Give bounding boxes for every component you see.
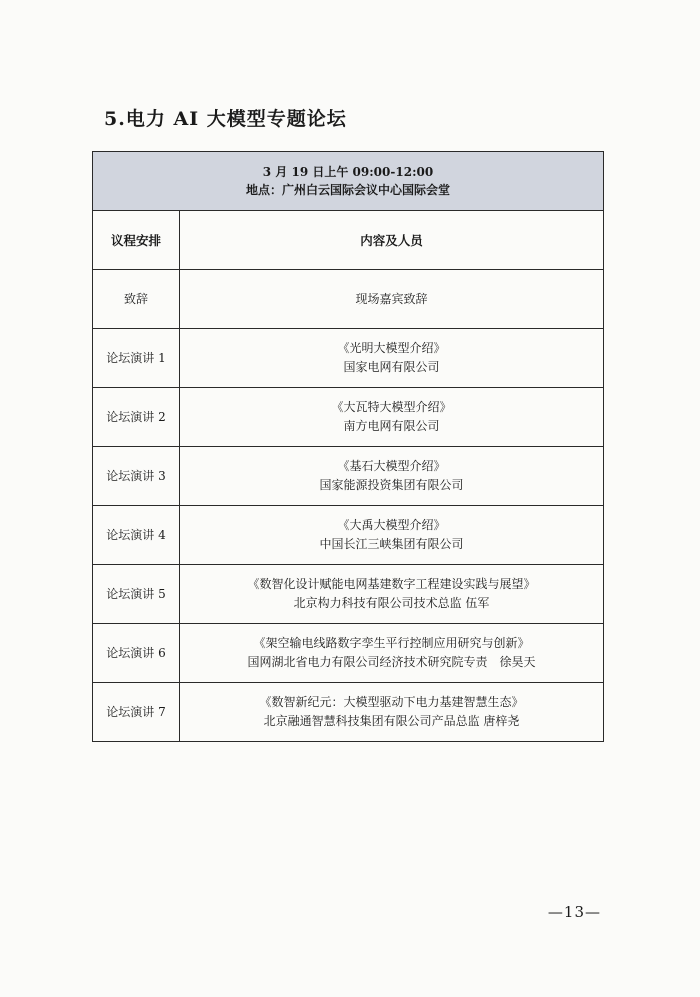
- table-row: [93, 270, 604, 329]
- agenda-item: 论坛演讲 1: [93, 329, 180, 388]
- agenda-content: [180, 683, 604, 742]
- column-header-agenda: 议程安排: [93, 211, 180, 270]
- content-title: 《大禹大模型介绍》: [337, 518, 446, 532]
- table-row: [93, 506, 604, 565]
- content-speaker: 国家能源投资集团有限公司: [319, 478, 464, 492]
- agenda-body: [93, 270, 604, 742]
- table-row: [93, 624, 604, 683]
- session-header-row: [93, 152, 604, 211]
- agenda-item: 致辞: [93, 270, 180, 329]
- content-title: 现场嘉宾致辞: [355, 291, 428, 306]
- content-speaker: 国网湖北省电力有限公司经济技术研究院专责 徐昊天: [247, 655, 536, 669]
- agenda-content: [180, 329, 604, 388]
- agenda-item: 论坛演讲 7: [93, 683, 180, 742]
- table-row: [93, 683, 604, 742]
- session-header: [93, 152, 604, 211]
- content-title: 《光明大模型介绍》: [337, 341, 446, 355]
- agenda-item: 论坛演讲 6: [93, 624, 180, 683]
- agenda-content: [180, 270, 604, 329]
- content-speaker: 国家电网有限公司: [343, 360, 440, 374]
- agenda-item: 论坛演讲 4: [93, 506, 180, 565]
- column-header-content: 内容及人员: [180, 211, 604, 270]
- page-number: —13—: [547, 903, 601, 921]
- agenda-item: 论坛演讲 5: [93, 565, 180, 624]
- agenda-content: [180, 506, 604, 565]
- agenda-content: [180, 565, 604, 624]
- content-speaker: 北京构力科技有限公司技术总监 伍军: [293, 596, 490, 610]
- session-location: 地点：广州白云国际会议中心国际会堂: [246, 183, 451, 197]
- content-title: 《大瓦特大模型介绍》: [331, 400, 452, 414]
- content-title: 《数智化设计赋能电网基建数字工程建设实践与展望》: [247, 577, 536, 591]
- agenda-item: 论坛演讲 3: [93, 447, 180, 506]
- agenda-content: [180, 624, 604, 683]
- content-title: 《架空输电线路数字孪生平行控制应用研究与创新》: [253, 636, 530, 650]
- content-title: 《数智新纪元：大模型驱动下电力基建智慧生态》: [259, 695, 524, 709]
- table-row: [93, 447, 604, 506]
- column-header-row: [93, 211, 604, 270]
- agenda-content: [180, 388, 604, 447]
- agenda-item: 论坛演讲 2: [93, 388, 180, 447]
- table-row: [93, 565, 604, 624]
- agenda-content: [180, 447, 604, 506]
- agenda-table: [92, 151, 604, 742]
- content-speaker: 中国长江三峡集团有限公司: [319, 537, 464, 551]
- table-row: [93, 388, 604, 447]
- table-row: [93, 329, 604, 388]
- content-speaker: 北京融通智慧科技集团有限公司产品总监 唐梓尧: [263, 714, 520, 728]
- content-title: 《基石大模型介绍》: [337, 459, 446, 473]
- session-time: 3 月 19 日上午 09:00-12:00: [262, 165, 434, 179]
- section-title: 5.电力 AI 大模型专题论坛: [104, 108, 347, 130]
- content-speaker: 南方电网有限公司: [343, 419, 440, 433]
